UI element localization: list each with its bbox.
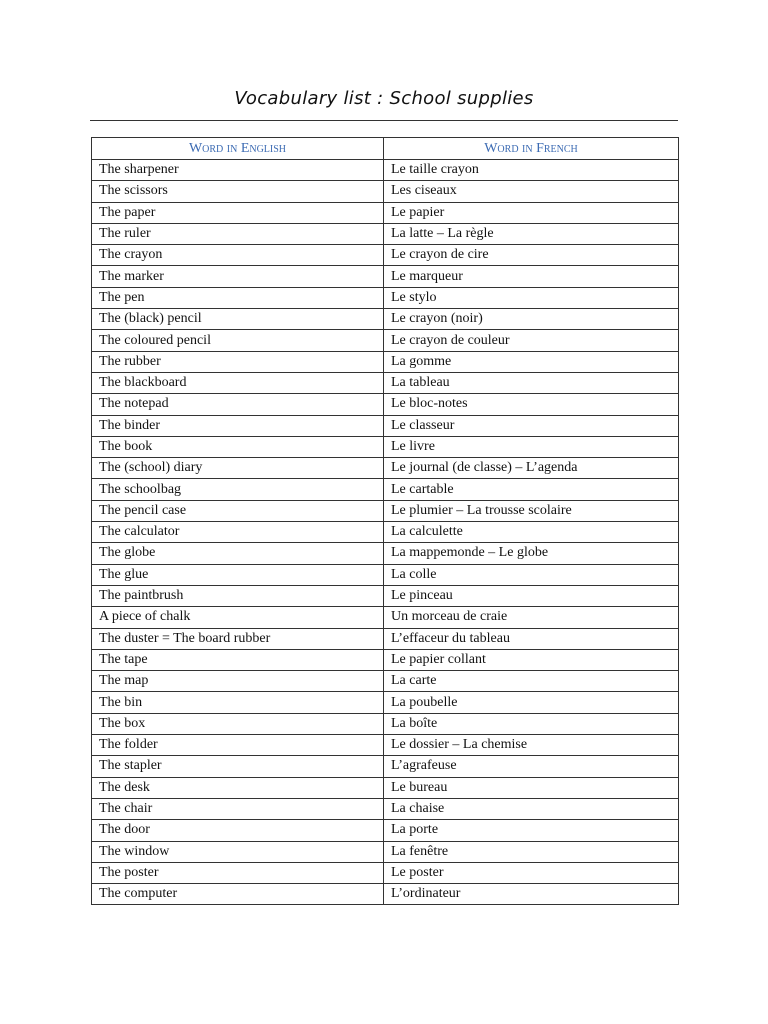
english-word-cell: The coloured pencil [92, 330, 384, 351]
french-word-cell: Un morceau de craie [384, 607, 679, 628]
english-word-cell: The folder [92, 735, 384, 756]
english-word-cell: The window [92, 841, 384, 862]
english-word-cell: The desk [92, 777, 384, 798]
french-word-cell: Le livre [384, 436, 679, 457]
french-word-cell: Le journal (de classe) – L’agenda [384, 458, 679, 479]
french-word-cell: Le papier [384, 202, 679, 223]
table-row [92, 585, 679, 606]
french-word-cell: Le plumier – La trousse scolaire [384, 500, 679, 521]
table-row [92, 735, 679, 756]
english-word-cell: The pen [92, 287, 384, 308]
english-word-cell: The pencil case [92, 500, 384, 521]
french-word-cell: L’agrafeuse [384, 756, 679, 777]
english-word-cell: The book [92, 436, 384, 457]
french-word-cell: Les ciseaux [384, 181, 679, 202]
table-row [92, 628, 679, 649]
column-header-english: Word in English [92, 138, 384, 160]
french-word-cell: Le crayon de couleur [384, 330, 679, 351]
english-word-cell: The binder [92, 415, 384, 436]
english-word-cell: The tape [92, 649, 384, 670]
french-word-cell: L’effaceur du tableau [384, 628, 679, 649]
french-word-cell: La tableau [384, 372, 679, 393]
french-word-cell: La chaise [384, 798, 679, 819]
table-row [92, 479, 679, 500]
french-word-cell: La fenêtre [384, 841, 679, 862]
table-row [92, 245, 679, 266]
table-row [92, 372, 679, 393]
table-row [92, 713, 679, 734]
table-row [92, 287, 679, 308]
english-word-cell: The paintbrush [92, 585, 384, 606]
table-row [92, 500, 679, 521]
table-row [92, 223, 679, 244]
french-word-cell: Le stylo [384, 287, 679, 308]
table-row [92, 607, 679, 628]
table-row [92, 649, 679, 670]
english-word-cell: The calculator [92, 522, 384, 543]
english-word-cell: The chair [92, 798, 384, 819]
french-word-cell: La boîte [384, 713, 679, 734]
english-word-cell: The blackboard [92, 372, 384, 393]
table-row [92, 756, 679, 777]
french-word-cell: La carte [384, 671, 679, 692]
table-row [92, 564, 679, 585]
table-row [92, 202, 679, 223]
table-row [92, 692, 679, 713]
english-word-cell: The crayon [92, 245, 384, 266]
vocabulary-table [91, 137, 679, 905]
english-word-cell: The (black) pencil [92, 309, 384, 330]
english-word-cell: The marker [92, 266, 384, 287]
table-row [92, 160, 679, 181]
french-word-cell: La latte – La règle [384, 223, 679, 244]
french-word-cell: La porte [384, 820, 679, 841]
table-row [92, 841, 679, 862]
table-row [92, 777, 679, 798]
french-word-cell: Le classeur [384, 415, 679, 436]
english-word-cell: The (school) diary [92, 458, 384, 479]
table-row [92, 351, 679, 372]
table-row [92, 394, 679, 415]
english-word-cell: The ruler [92, 223, 384, 244]
french-word-cell: Le papier collant [384, 649, 679, 670]
table-row [92, 820, 679, 841]
french-word-cell: Le taille crayon [384, 160, 679, 181]
column-header-french: Word in French [384, 138, 679, 160]
english-word-cell: The notepad [92, 394, 384, 415]
table-row [92, 181, 679, 202]
french-word-cell: Le crayon (noir) [384, 309, 679, 330]
english-word-cell: The sharpener [92, 160, 384, 181]
table-row [92, 862, 679, 883]
table-row [92, 543, 679, 564]
french-word-cell: Le crayon de cire [384, 245, 679, 266]
english-word-cell: The scissors [92, 181, 384, 202]
table-header-row [92, 138, 679, 160]
table-row [92, 798, 679, 819]
table-row [92, 458, 679, 479]
french-word-cell: Le marqueur [384, 266, 679, 287]
table-row [92, 436, 679, 457]
french-word-cell: Le dossier – La chemise [384, 735, 679, 756]
french-word-cell: L’ordinateur [384, 884, 679, 905]
english-word-cell: The door [92, 820, 384, 841]
french-word-cell: La gomme [384, 351, 679, 372]
english-word-cell: The rubber [92, 351, 384, 372]
french-word-cell: Le pinceau [384, 585, 679, 606]
table-row [92, 330, 679, 351]
english-word-cell: The map [92, 671, 384, 692]
english-word-cell: The paper [92, 202, 384, 223]
french-word-cell: La colle [384, 564, 679, 585]
english-word-cell: The stapler [92, 756, 384, 777]
english-word-cell: A piece of chalk [92, 607, 384, 628]
table-row [92, 884, 679, 905]
table-row [92, 671, 679, 692]
table-body [92, 160, 679, 905]
title-divider [90, 120, 678, 121]
english-word-cell: The schoolbag [92, 479, 384, 500]
table-row [92, 309, 679, 330]
french-word-cell: La mappemonde – Le globe [384, 543, 679, 564]
english-word-cell: The bin [92, 692, 384, 713]
french-word-cell: La poubelle [384, 692, 679, 713]
table-row [92, 266, 679, 287]
table-row [92, 522, 679, 543]
french-word-cell: Le bureau [384, 777, 679, 798]
english-word-cell: The globe [92, 543, 384, 564]
page-title: Vocabulary list : School supplies [234, 88, 534, 109]
french-word-cell: Le bloc-notes [384, 394, 679, 415]
english-word-cell: The computer [92, 884, 384, 905]
table-row [92, 415, 679, 436]
english-word-cell: The glue [92, 564, 384, 585]
english-word-cell: The box [92, 713, 384, 734]
french-word-cell: Le cartable [384, 479, 679, 500]
english-word-cell: The poster [92, 862, 384, 883]
english-word-cell: The duster = The board rubber [92, 628, 384, 649]
french-word-cell: Le poster [384, 862, 679, 883]
french-word-cell: La calculette [384, 522, 679, 543]
